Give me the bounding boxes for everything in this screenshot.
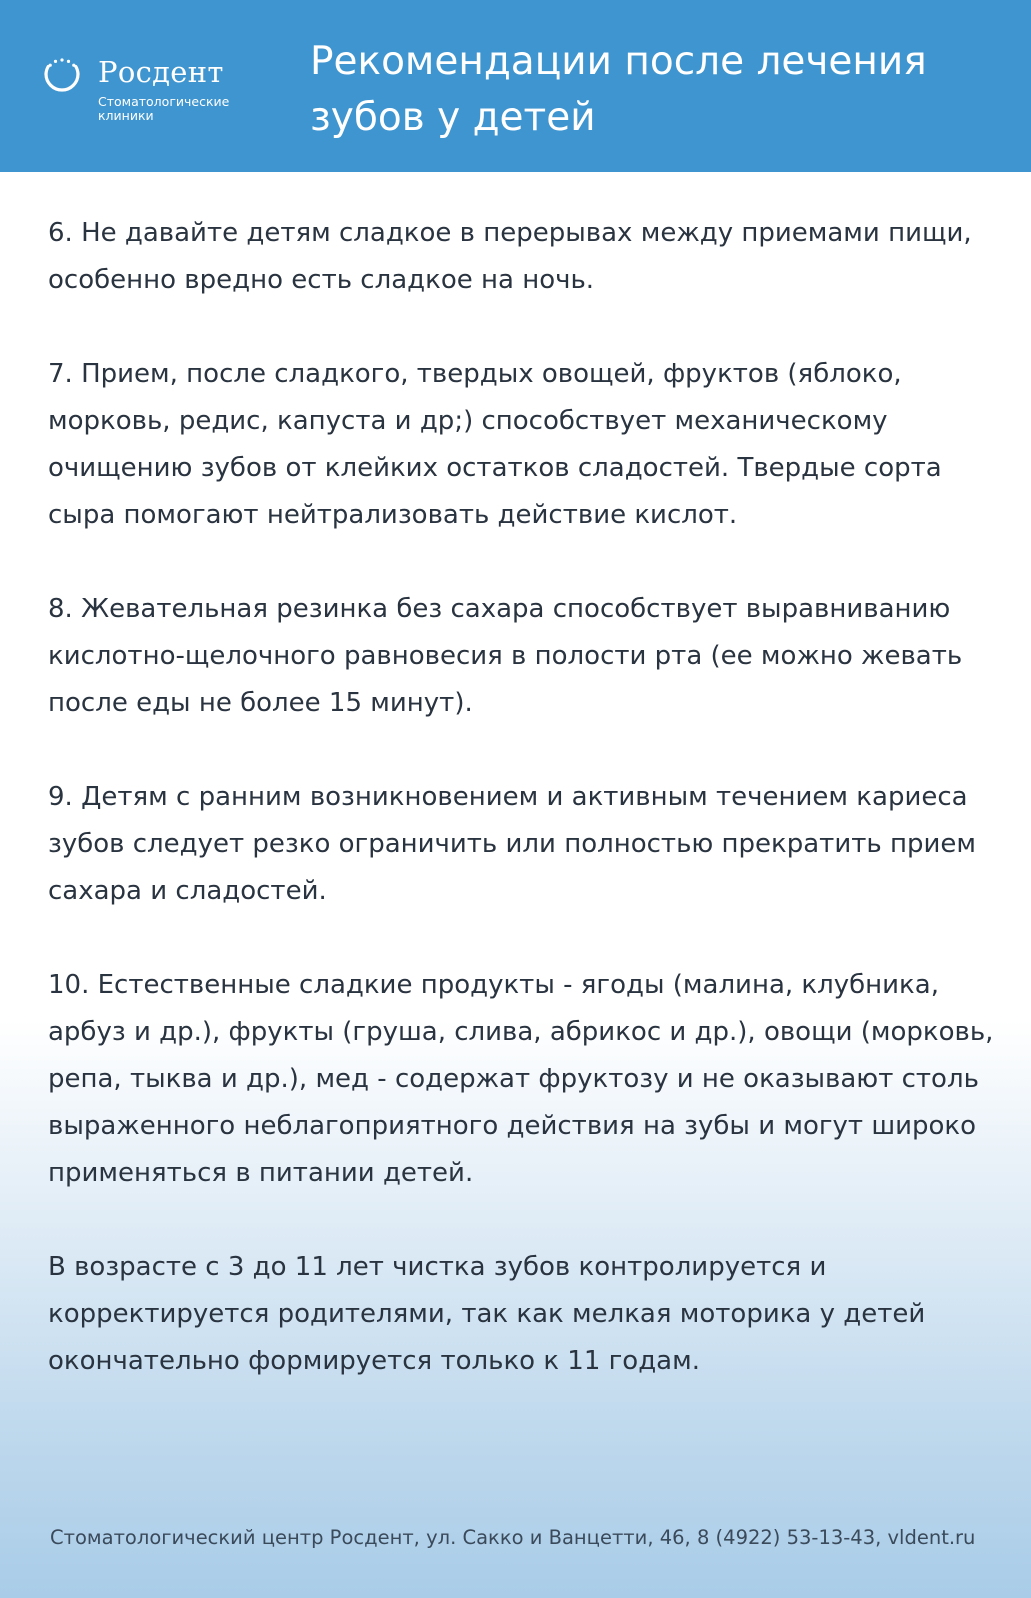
recommendations-list bbox=[48, 210, 1008, 1432]
logo-name: Росдент bbox=[98, 55, 224, 89]
logo-subtitle: Стоматологические клиники bbox=[98, 94, 230, 123]
logo-ring-icon bbox=[40, 54, 84, 98]
brand-logo[interactable] bbox=[40, 52, 240, 132]
recommendation-9: 9. Детям с ранним возникновением и активным течением кариеса зубов следует резко ограничить или полностью прекратить прием сахара и сладостей. bbox=[48, 782, 976, 906]
recommendation-7: 7. Прием, после сладкого, твердых овощей, фруктов (яблоко, морковь, редис, капуста и др;) способствует механическому очищению зубов от клейких остатков сладостей. Твердые сорта сыра помогают нейтрализовать действие кислот. bbox=[48, 359, 942, 530]
recommendation-10: 10. Естественные сладкие продукты - ягоды (малина, клубника, арбуз и др.), фрукты (груша, слива, абрикос и др.), овощи (морковь, репа, тыква и др.), мед - содержат фруктозу и не оказывают столь выраженного неблагоприятного действия на зубы и могут широко применяться в питании детей. bbox=[48, 970, 994, 1188]
recommendation-8: 8. Жевательная резинка без сахара способствует выравниванию кислотно-щелочного равновесия в полости рта (ее можно жевать после еды не более 15 минут). bbox=[48, 594, 963, 718]
header-banner bbox=[0, 0, 1031, 172]
recommendation-6: 6. Не давайте детям сладкое в перерывах между приемами пищи, особенно вредно есть сладкое на ночь. bbox=[48, 218, 972, 295]
age-note: В возрасте с 3 до 11 лет чистка зубов контролируется и корректируется родителями, так как мелкая моторика у детей окончательно формируется только к 11 годам. bbox=[48, 1252, 926, 1376]
page-title: Рекомендации после лечения зубов у детей bbox=[310, 39, 927, 140]
footer-contacts: Стоматологический центр Росдент, ул. Сакко и Ванцетти, 46, 8 (4922) 53-13-43, vldent.ru bbox=[50, 1526, 976, 1549]
